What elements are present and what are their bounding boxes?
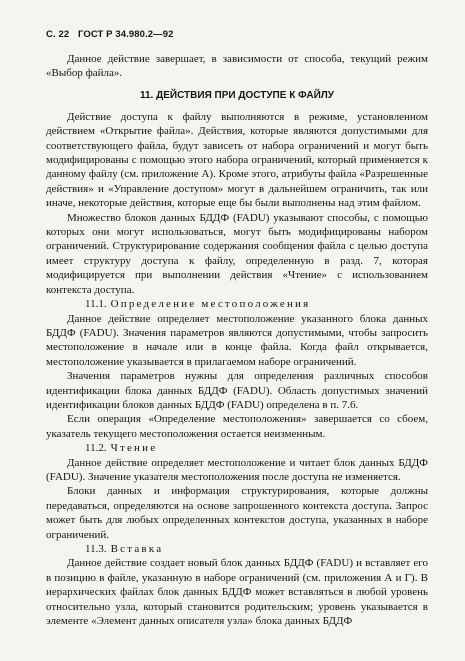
subsection-title: Чтение [110,442,158,455]
subsection-number: 11.2. [85,442,107,455]
subsection-number: 11.1. [85,298,107,311]
subsection-heading [46,441,428,455]
subsection-title: Вставка [110,543,164,555]
intro-paragraph: Данное действие завершает, в зависимости от способа, текущий режим «Выбор файла». [46,53,428,80]
section-heading: 11. ДЕЙСТВИЯ ПРИ ДОСТУПЕ К ФАЙЛУ [139,89,335,101]
paragraph: Значения параметров нужны для определения различных способов идентификации блока данных БДДФ (FADU). Область допустимых значений идентификации блоков данных БДДФ (FADU) определена в п. 7.6. [46,370,428,411]
subsection-heading [46,542,428,556]
subsection-title: Определение местоположения [110,298,311,311]
paragraph: Данное действие определяет местоположение и читает блок данных БДДФ (FADU). Значение указателя местоположения после доступа не изменяется. [46,456,428,483]
subsection-heading [46,297,428,311]
paragraph: Если операция «Определение местоположения» завершается со сбоем, указатель текущего местоположения остается неизменным. [46,413,428,440]
paragraph: Действие доступа к файлу выполняются в режиме, установленном действием «Открытие файла». Действия, которые являются допустимыми для соответствующего файла, будут зависеть от набора ограничений и могут быть модифицированы с помощью этого набора ограничений, который применяется к данному файлу (см. приложение А). Кроме этого, атрибуты файла «Разрешенные действия» и «Управление доступом» могут в дальнейшем ограничить, так или иначе, некоторые действия, которые еще бы были выполнены над этим файлом. [46,110,428,210]
page-header [46,29,174,40]
paragraph: Данное действие создает новый блок данных БДДФ (FADU) и вставляет его в позицию в файле, указанную в наборе ограничений (см. приложения А и Г). В иерархических файлах блок данных БДДФ может вставляться в любой уровень относительно узла, который становится родительским; уровень указывается в элементе «Элемент данных описателя узла» блока данных БДДФ [46,557,428,628]
paragraph: Блоки данных и информация структурирования, которые должны передаваться, определяются на основе запрошенного контекста доступа. Запрос может быть для любых определенных контекстов доступа, указанных в наборе ограничений. [46,485,428,541]
subsection-number: 11.3. [85,543,107,555]
paragraph: Множество блоков данных БДДФ (FADU) указывают способы, с помощью которых они могут использоваться, могут быть модифицированы набором ограничений. Структурирование содержания сообщения файла с целью доступа имеет структуру доступа к файлу, определенную в разд. 7, которая модифицируется при выполнении действия «Чтение» с использованием контекста доступа. [46,211,428,296]
paragraph: Данное действие определяет местоположение указанного блока данных БДДФ (FADU). Значения параметров являются допустимыми, чтобы запросить местоположение в начале или в конце файла. Когда файл открывается, местоположение указывается в прилагаемом наборе ограничений. [46,312,428,368]
standard-designation: ГОСТ Р 34.980.2—92 [77,29,174,40]
page-number: С. 22 [46,29,70,40]
page-body [46,52,428,628]
